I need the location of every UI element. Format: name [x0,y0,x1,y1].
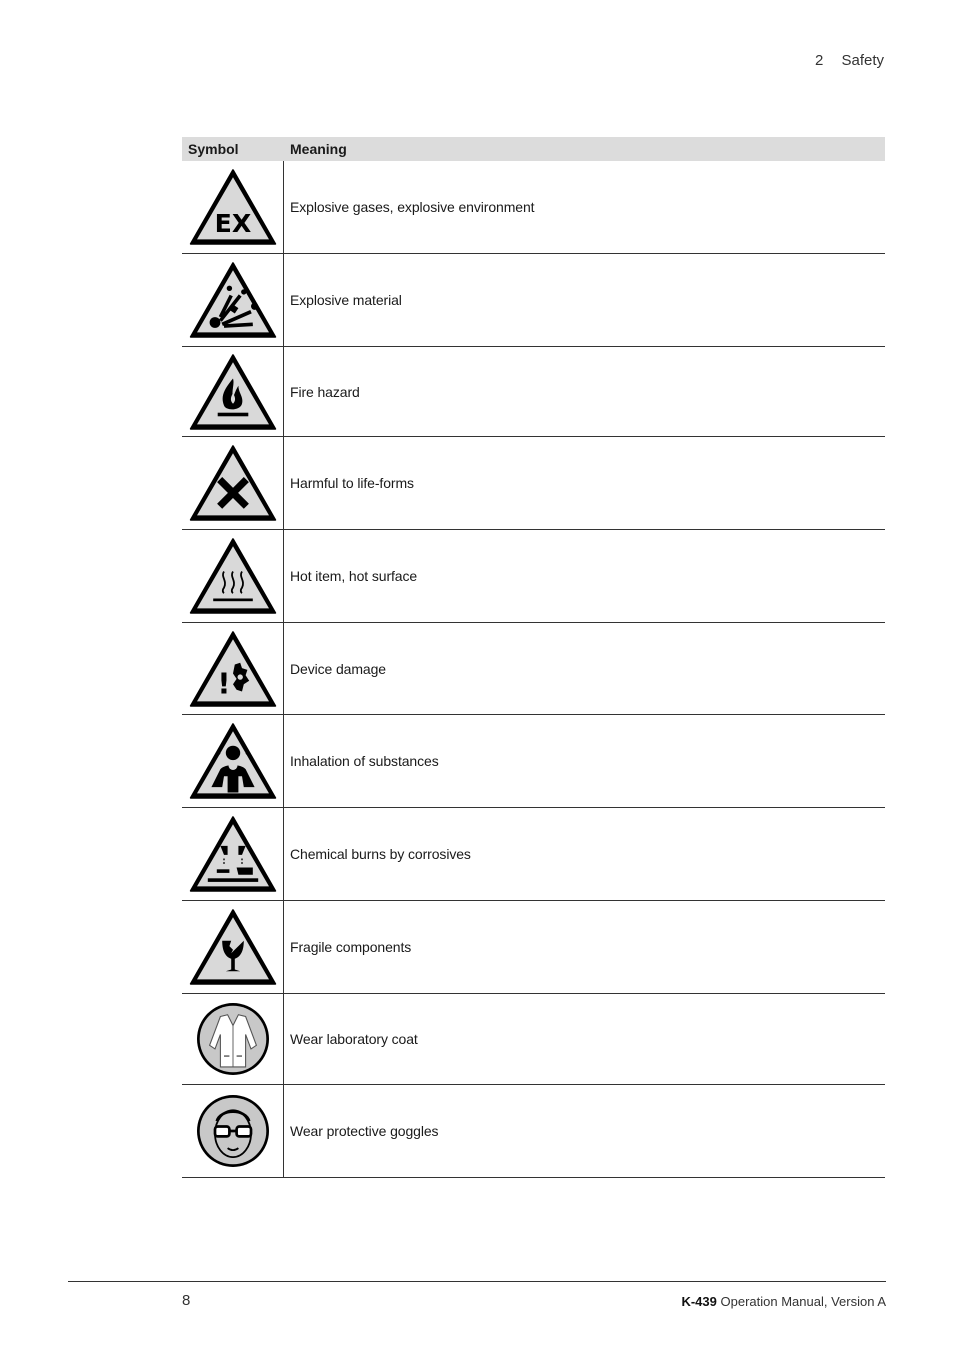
footer-divider [68,1281,886,1282]
meaning-text: Explosive gases, explosive environment [290,199,535,215]
page-number: 8 [182,1292,191,1309]
meaning-text: Chemical burns by corrosives [290,846,471,862]
table-row [182,530,885,623]
harmful-icon [188,442,278,524]
meaning-text: Harmful to life-forms [290,475,414,491]
hot-surface-icon [188,535,278,617]
table-row [182,808,885,901]
table-row [182,715,885,808]
footer-title [681,1294,886,1309]
chapter-title: Safety [841,52,884,69]
product-name: K-439 [681,1294,717,1309]
goggles-icon [188,1090,278,1172]
table-row [182,994,885,1085]
document-title: Operation Manual, Version A [716,1294,886,1309]
lab-coat-icon [188,998,278,1080]
meaning-text: Device damage [290,660,386,677]
meaning-text: Inhalation of substances [290,753,439,769]
column-header-symbol: Symbol [188,141,239,157]
table-row [182,1085,885,1178]
table-row [182,347,885,437]
chapter-number: 2 [814,52,824,69]
inhalation-icon [188,720,278,802]
exclamation-mark: ! [216,665,231,700]
meaning-text: Fire hazard [290,383,360,400]
meaning-text: Explosive material [290,292,402,308]
fire-hazard-icon [188,351,278,433]
corrosive-icon [188,813,278,895]
page-header [815,52,884,69]
table-row [182,161,885,254]
meaning-text: Fragile components [290,939,412,955]
explosive-atmosphere-icon [188,166,278,248]
meaning-text: Wear laboratory coat [290,1031,418,1047]
ex-label: EX [214,209,251,239]
explosive-material-icon [188,259,278,341]
fragile-icon [188,906,278,988]
meaning-text: Wear protective goggles [290,1123,439,1139]
meaning-text: Hot item, hot surface [290,568,418,584]
column-header-meaning: Meaning [290,141,347,157]
table-row [182,254,885,347]
table-row [182,623,885,715]
device-damage-icon [188,628,278,710]
table-row [182,437,885,530]
table-row [182,901,885,994]
symbol-table [182,137,885,1178]
table-header [182,137,885,161]
